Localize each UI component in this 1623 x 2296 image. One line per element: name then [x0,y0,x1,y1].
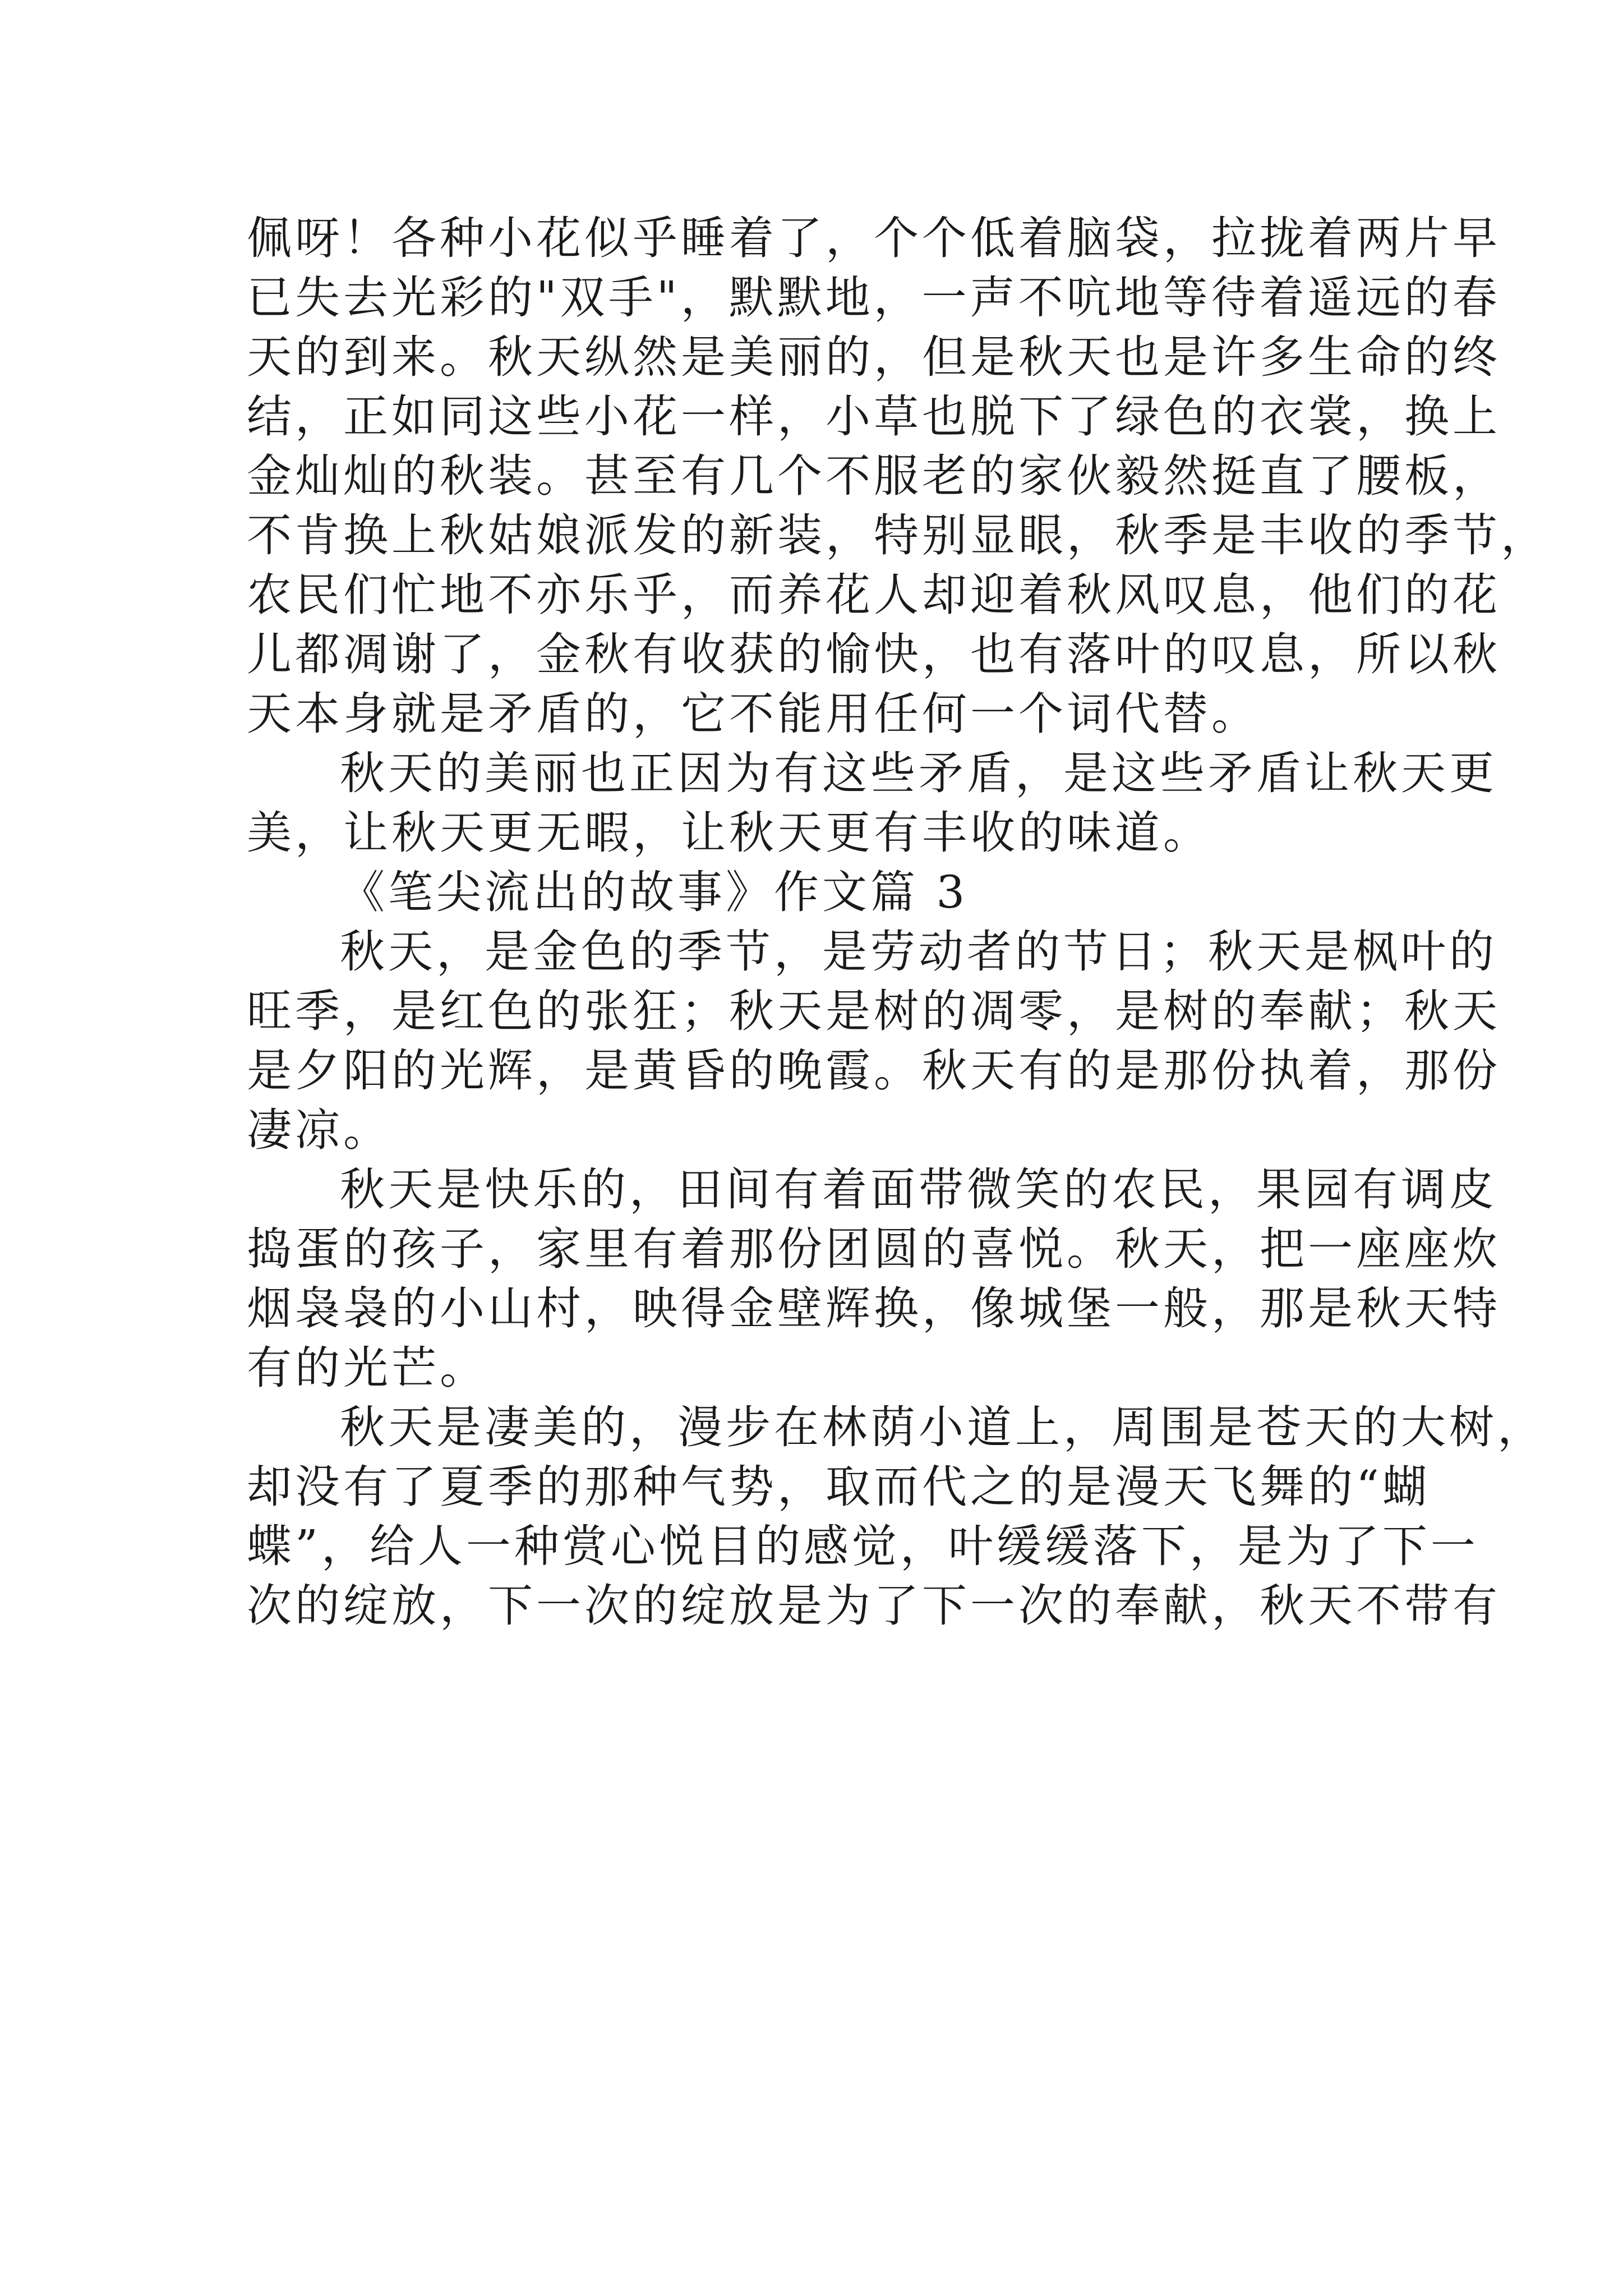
text-line: 捣蛋的孩子，家里有着那份团圆的喜悦。秋天，把一座座炊 [247,1223,1501,1275]
paragraph-start-line: 秋天的美丽也正因为有这些矛盾，是这些矛盾让秋天更 [340,747,1497,799]
section-heading: 《笔尖流出的故事》作文篇 3 [340,866,969,918]
text-line: 凄凉。 [247,1104,391,1156]
text-line: 天本身就是矛盾的，它不能用任何一个词代替。 [247,688,1260,740]
text-line: 有的光芒。 [247,1342,488,1394]
text-line: 美，让秋天更无暇，让秋天更有丰收的味道。 [247,807,1211,859]
text-line: 天的到来。秋天纵然是美丽的，但是秋天也是许多生命的终 [247,331,1501,383]
text-line: 不肯换上秋姑娘派发的新装，特别显眼，秋季是丰收的季节， [247,509,1549,562]
text-line: 已失去光彩的"双手"，默默地，一声不吭地等待着遥远的春 [247,272,1501,324]
paragraph-start-line: 秋天是快乐的，田间有着面带微笑的农民，果园有调皮 [340,1163,1497,1216]
text-line: 金灿灿的秋装。甚至有几个不服老的家伙毅然挺直了腰板， [247,450,1501,502]
text-line: 蝶”，给人一种赏心悦目的感觉，叶缓缓落下，是为了下一 [247,1520,1479,1572]
text-line: 却没有了夏季的那种气势，取而代之的是漫天飞舞的“蝴 [247,1461,1431,1513]
body-text [247,209,1549,1636]
text-line: 烟袅袅的小山村，映得金壁辉换，像城堡一般，那是秋天特 [247,1282,1501,1335]
paragraph-start-line: 秋天，是金色的季节，是劳动者的节日；秋天是枫叶的 [340,926,1497,978]
text-line: 结，正如同这些小花一样，小草也脱下了绿色的衣裳，换上 [247,390,1501,443]
paragraph-start-line: 秋天是凄美的，漫步在林荫小道上，周围是苍天的大树， [340,1401,1546,1453]
text-line: 次的绽放，下一次的绽放是为了下一次的奉献，秋天不带有 [247,1580,1501,1632]
text-line: 农民们忙地不亦乐乎，而养花人却迎着秋风叹息，他们的花 [247,569,1501,621]
text-line: 儿都凋谢了，金秋有收获的愉快，也有落叶的叹息，所以秋 [247,628,1501,680]
text-line: 是夕阳的光辉，是黄昏的晚霞。秋天有的是那份执着，那份 [247,1045,1501,1097]
text-line: 旺季，是红色的张狂；秋天是树的凋零，是树的奉献；秋天 [247,985,1501,1037]
text-line: 佩呀！各种小花似乎睡着了，个个低着脑袋，拉拢着两片早 [247,212,1501,264]
